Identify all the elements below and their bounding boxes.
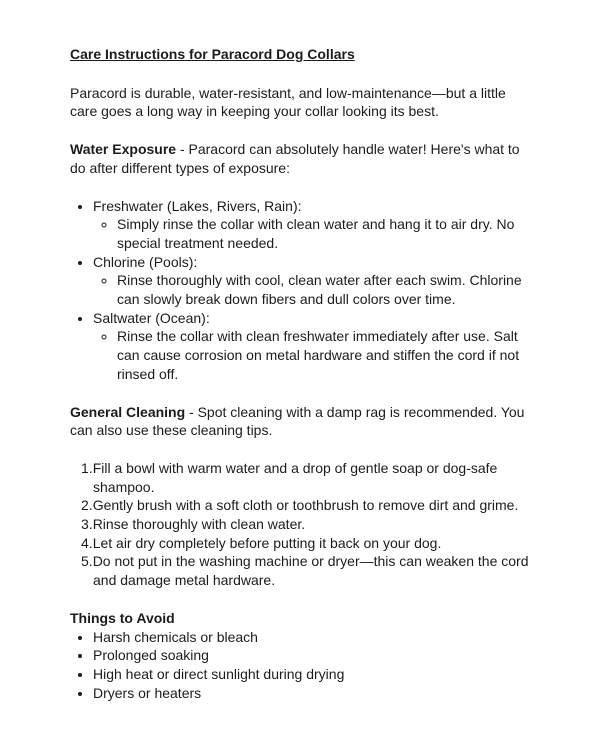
numbered-item (93, 534, 530, 553)
list-item-text: Dryers or heaters (93, 684, 202, 701)
list-subitem-text: Rinse the collar with clean freshwater immediately after use. Salt can cause corrosion on metal hardware and stiffen the cord if not rinsed off. (117, 328, 520, 382)
list-item (93, 646, 530, 665)
list-item (93, 684, 530, 703)
list-subitem (117, 215, 530, 252)
water-exposure-list (70, 197, 530, 384)
numbered-item-text: Fill a bowl with warm water and a drop of gentle soap or dog-safe shampoo. (92, 459, 498, 495)
list-subitem-text: Rinse thoroughly with cool, clean water after each swim. Chlorine can slowly break down fibers and dull colors over time. (117, 272, 522, 308)
numbered-item (93, 552, 530, 589)
numbered-item-text: Gently brush with a soft cloth or toothbrush to remove dirt and grime. (92, 497, 519, 514)
list-item-text: High heat or direct sunlight during drying (93, 665, 345, 682)
list-item-term: Saltwater (Ocean): (93, 309, 210, 326)
numbered-item-text: Do not put in the washing machine or dryer—this can weaken the cord and damage metal hardware. (92, 553, 529, 589)
numbered-item-text: Let air dry completely before putting it back on your dog. (92, 534, 442, 551)
list-item (93, 197, 530, 253)
list-item (93, 628, 530, 647)
list-item (93, 309, 530, 384)
water-exposure-text: - Paracord can absolutely handle water! Here's what to do after different types of exposure: (70, 141, 520, 176)
list-item-text: Harsh chemicals or bleach (93, 628, 258, 645)
list-subitem-text: Simply rinse the collar with clean water and hang it to air dry. No special treatment needed. (117, 216, 515, 251)
list-item-term: Chlorine (Pools): (93, 253, 198, 270)
numbered-item (93, 515, 530, 534)
numbered-item-text: Rinse thoroughly with clean water. (92, 516, 306, 533)
general-cleaning-text: - Spot cleaning with a damp rag is recommended. You can also use these cleaning tips. (70, 403, 525, 439)
list-item-term: Freshwater (Lakes, Rivers, Rain): (93, 197, 302, 214)
list-item (93, 253, 530, 309)
list-subitem (117, 271, 530, 308)
things-to-avoid-heading: Things to Avoid (70, 609, 175, 626)
cleaning-steps-list (70, 459, 530, 590)
water-exposure-label: Water Exposure (70, 141, 177, 158)
water-exposure-paragraph (70, 140, 530, 177)
numbered-item (93, 459, 530, 496)
list-item (93, 665, 530, 684)
general-cleaning-paragraph (70, 403, 530, 440)
document-title: Care Instructions for Paracord Dog Collars (70, 46, 355, 62)
things-to-avoid-list (70, 628, 530, 703)
list-subitem (117, 327, 530, 383)
list-item-text: Prolonged soaking (93, 647, 209, 664)
intro-paragraph: Paracord is durable, water-resistant, and low-maintenance—but a little care goes a long way in keeping your collar looking its best. (70, 84, 506, 120)
general-cleaning-label: General Cleaning (70, 403, 186, 420)
numbered-item (93, 496, 530, 515)
